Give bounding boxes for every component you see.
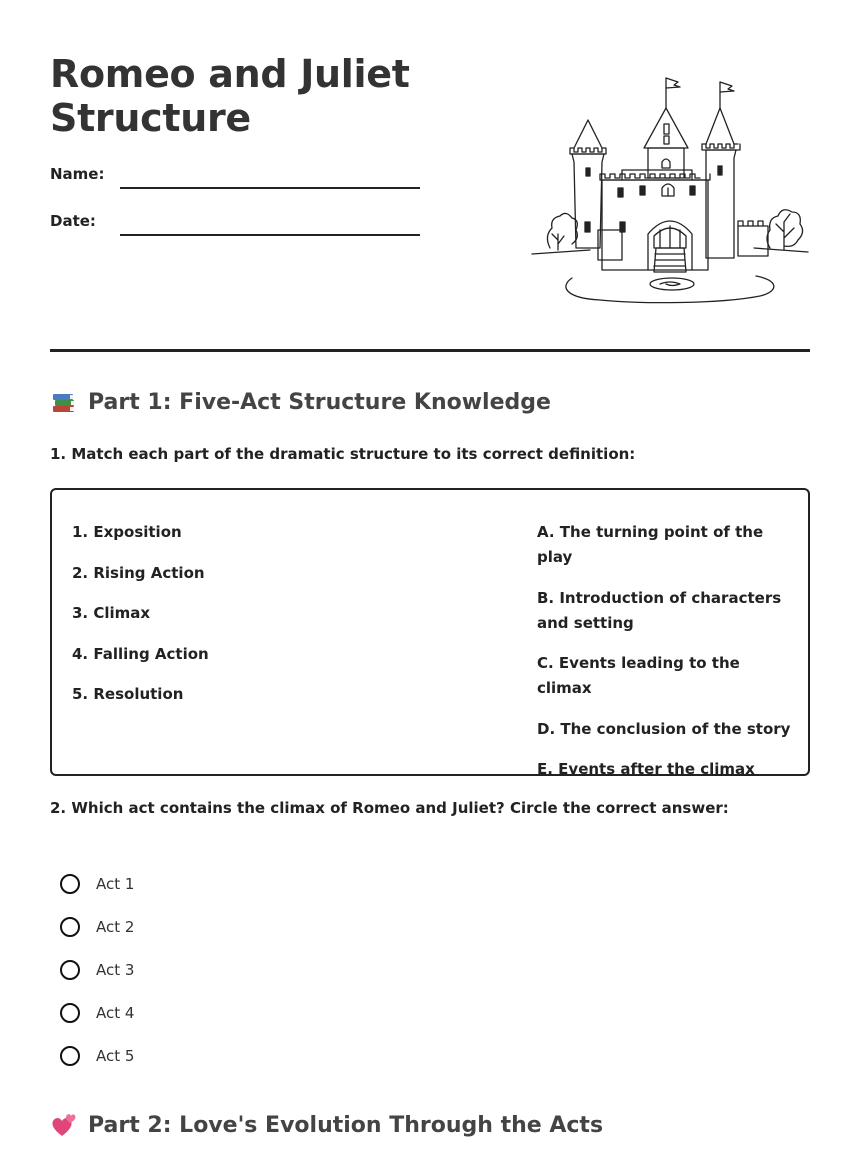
worksheet-title: Romeo and Juliet Structure (50, 52, 410, 140)
radio-button[interactable] (60, 1046, 80, 1066)
part1-heading (50, 388, 551, 416)
definition-item: B. Introduction of characters and setting (537, 588, 782, 632)
answer-option-act-3[interactable] (60, 948, 134, 991)
radio-button[interactable] (60, 874, 80, 894)
definition-item: E. Events after the climax (537, 760, 755, 778)
option-label: Act 4 (96, 1003, 135, 1022)
hearts-icon (50, 1111, 78, 1139)
part1-title: Part 1: Five-Act Structure Knowledge (88, 389, 551, 415)
option-label: Act 5 (96, 1046, 135, 1065)
answer-option-act-2[interactable] (60, 905, 134, 948)
date-field[interactable] (120, 234, 420, 236)
books-icon (50, 388, 78, 416)
option-label: Act 1 (96, 874, 135, 893)
part2-title: Part 2: Love's Evolution Through the Acts (88, 1112, 604, 1138)
option-label: Act 3 (96, 960, 135, 979)
term-item: 4. Falling Action (72, 644, 209, 663)
name-field[interactable] (120, 187, 420, 189)
date-label: Date: (50, 212, 96, 230)
definition-item: A. The turning point of the play (537, 523, 764, 566)
term-item: 3. Climax (72, 604, 151, 622)
question-2-prompt: 2. Which act contains the climax of Romeo and Juliet? Circle the correct answer: (50, 799, 729, 817)
section-divider (50, 349, 810, 352)
question-1-prompt: 1. Match each part of the dramatic structure to its correct definition: (50, 445, 636, 463)
matching-box (50, 488, 810, 776)
answer-option-act-5[interactable] (60, 1034, 134, 1077)
radio-button[interactable] (60, 1003, 80, 1023)
castle-illustration (530, 72, 810, 308)
answer-options (60, 862, 134, 1077)
answer-option-act-1[interactable] (60, 862, 134, 905)
term-item: 5. Resolution (72, 685, 184, 703)
definition-item: C. Events leading to the climax (537, 654, 740, 697)
definition-item: D. The conclusion of the story (537, 719, 791, 738)
radio-button[interactable] (60, 960, 80, 980)
radio-button[interactable] (60, 917, 80, 937)
definitions-column (537, 520, 797, 798)
answer-option-act-4[interactable] (60, 991, 134, 1034)
term-item: 1. Exposition (72, 523, 182, 541)
name-label: Name: (50, 165, 105, 183)
term-item: 2. Rising Action (72, 563, 205, 582)
terms-column (72, 520, 372, 723)
option-label: Act 2 (96, 917, 135, 936)
part2-heading (50, 1111, 603, 1139)
